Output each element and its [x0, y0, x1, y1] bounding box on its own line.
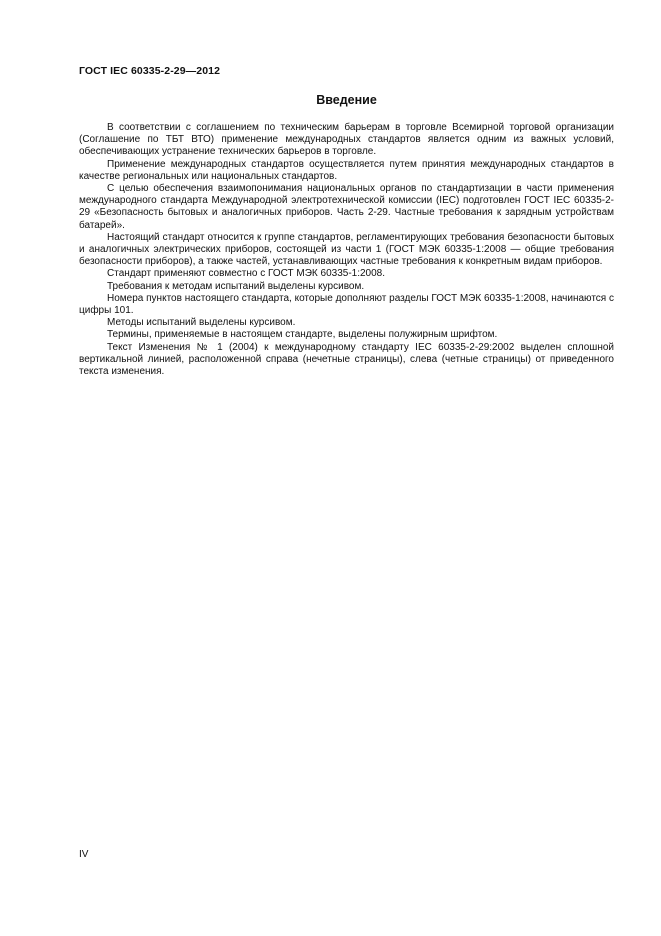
paragraph: Требования к методам испытаний выделены курсивом.	[107, 280, 365, 292]
page-number: IV	[79, 849, 89, 860]
document-designation: ГОСТ IEC 60335-2-29—2012	[79, 65, 221, 77]
section-title: Введение	[316, 93, 377, 107]
paragraph: Настоящий стандарт относится к группе стандартов, регламентирующих требования безопасности бытовых и аналогичных электрических приборов, состоящей из части 1 (ГОСТ МЭК 60335-1:2008 — общие требования безопасности приборов), а также частей, устанавливающих частные требования к конкретным видам приборов.	[79, 231, 614, 268]
introduction-body	[79, 122, 614, 378]
paragraph: Термины, применяемые в настоящем стандарте, выделены полужирным шрифтом.	[107, 329, 498, 341]
paragraph: Текст Изменения № 1 (2004) к международному стандарту IEC 60335-2-29:2002 выделен сплошной вертикальной линией, расположенной справа (нечетные страницы), слева (четные страницы) от приведенного текста изменения.	[79, 341, 614, 378]
paragraph: Номера пунктов настоящего стандарта, которые дополняют разделы ГОСТ МЭК 60335-1:2008, начинаются с цифры 101.	[79, 292, 614, 317]
paragraph: С целью обеспечения взаимопонимания национальных органов по стандартизации в части применения международного стандарта Международной электротехнической комиссии (IEC) подготовлен ГОСТ IEC 60335-2-29 «Безопасность бытовых и аналогичных приборов. Часть 2-29. Частные требования к зарядным устройствам батарей».	[79, 183, 614, 231]
paragraph: Стандарт применяют совместно с ГОСТ МЭК 60335-1:2008.	[107, 268, 386, 280]
paragraph: Методы испытаний выделены курсивом.	[107, 317, 296, 329]
paragraph: Применение международных стандартов осуществляется путем принятия международных стандартов в качестве региональных или национальных стандартов.	[79, 158, 614, 182]
paragraph: В соответствии с соглашением по техническим барьерам в торговле Всемирной торговой организации (Соглашение по ТБТ ВТО) применение международных стандартов является одним из важных условий, обеспечивающих устранение технических барьеров в торговле.	[79, 122, 614, 158]
